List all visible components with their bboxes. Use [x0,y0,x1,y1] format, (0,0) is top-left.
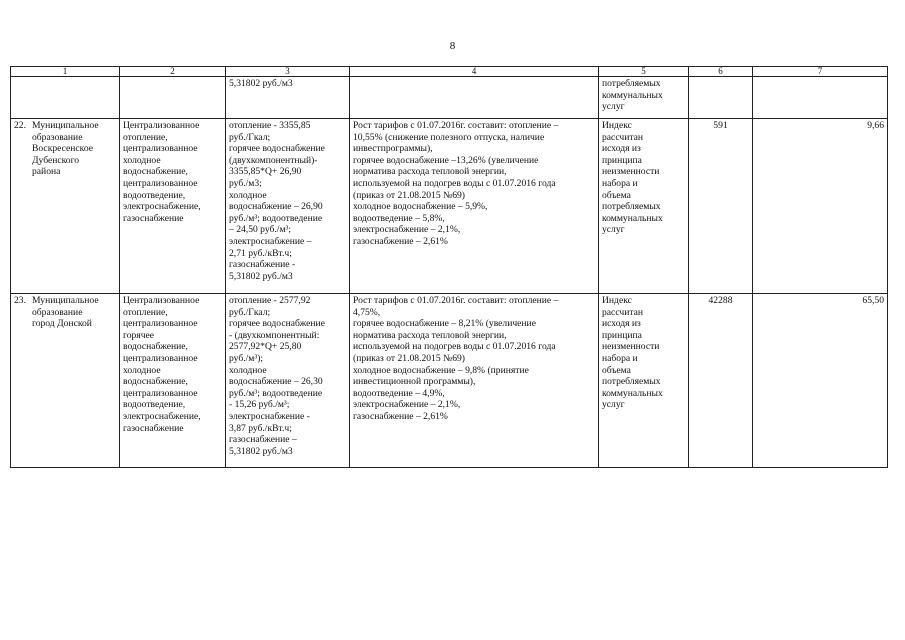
value-col-7: 65,50 [753,294,888,468]
continuation-col-2 [120,77,226,119]
header-col-5: 5 [599,67,689,77]
continuation-note: потребляемых коммунальных услуг [599,77,689,119]
table-row [11,119,888,294]
growth-cell: Рост тарифов с 01.07.2016г. составит: отопление – 10,55% (снижение полезного отпуска, наличие инвестпрограммы), горячее водоснабжение –13,26% (увеличение норматива расхода тепловой энергии, используемой на подогрев воды с 01.07.2016 года (приказ от 21.08.2015 №69) холодное водоснабжение – 5,9%, водоотведение – 5,8%, электроснабжение – 2,1%, газоснабжение – 2,61% [350,119,599,294]
continuation-tariff: 5,31802 руб./м3 [226,77,350,119]
header-col-3: 3 [226,67,350,77]
municipality-name: Муниципальное образование Воскресенское Дубенского района [32,120,99,178]
services-cell: Централизованное отопление, централизованное холодное водоснабжение, централизованное водоотведение, электроснабжение, газоснабжение [120,119,226,294]
tariffs-cell: отопление - 2577,92 руб./Гкал; горячее водоснабжение - (двухкомпонентный: 2577,92*Q+ 25,80 руб./м³); холодное водоснабжение – 26,30 руб./м³; водоотведение - 15,26 руб./м³; электроснабжение - 3,87 руб./кВт.ч; газоснабжение – 5,31802 руб./м3 [226,294,350,468]
value-col-7: 9,66 [753,119,888,294]
continuation-row [11,77,888,119]
value-col-6: 591 [689,119,753,294]
header-col-2: 2 [120,67,226,77]
header-col-4: 4 [350,67,599,77]
header-row [11,67,888,77]
page-number: 8 [449,40,456,52]
municipality-cell [11,119,120,294]
note-cell: Индекс рассчитан исходя из принципа неизменности набора и объема потребляемых коммунальных услуг [599,119,689,294]
municipality-cell [11,294,120,468]
municipality-name: Муниципальное образование город Донской [32,295,99,330]
continuation-col-1 [11,77,120,119]
row-index: 22. [14,120,26,131]
header-col-7: 7 [753,67,888,77]
tariff-table [10,66,888,468]
continuation-col-4 [350,77,599,119]
value-col-6: 42288 [689,294,753,468]
table-row [11,294,888,468]
tariffs-cell: отопление - 3355,85 руб./Гкал; горячее водоснабжение (двухкомпонентный)- 3355,85*Q+ 26,90 руб./м3; холодное водоснабжение – 26,90 руб./м³; водоотведение – 24,50 руб./м³; электроснабжение – 2,71 руб./кВт.ч; газоснабжение - 5,31802 руб./м3 [226,119,350,294]
continuation-col-6 [689,77,753,119]
continuation-col-7 [753,77,888,119]
row-index: 23. [14,295,26,306]
header-col-6: 6 [689,67,753,77]
growth-cell: Рост тарифов с 01.07.2016г. составит: отопление – 4,75%, горячее водоснабжение – 8,21% (увеличение норматива расхода тепловой энергии, используемой на подогрев воды с 01.07.2016 года (приказ от 21.08.2015 №69) холодное водоснабжение – 9,8% (принятие инвестиционной программы), водоотведение – 4,9%, электроснабжение – 2,1%, газоснабжение – 2,61% [350,294,599,468]
header-col-1: 1 [11,67,120,77]
services-cell: Централизованное отопление, централизованное горячее водоснабжение, централизованное холодное водоснабжение, централизованное водоотведение, электроснабжение, газоснабжение [120,294,226,468]
note-cell: Индекс рассчитан исходя из принципа неизменности набора и объема потребляемых коммунальных услуг [599,294,689,468]
